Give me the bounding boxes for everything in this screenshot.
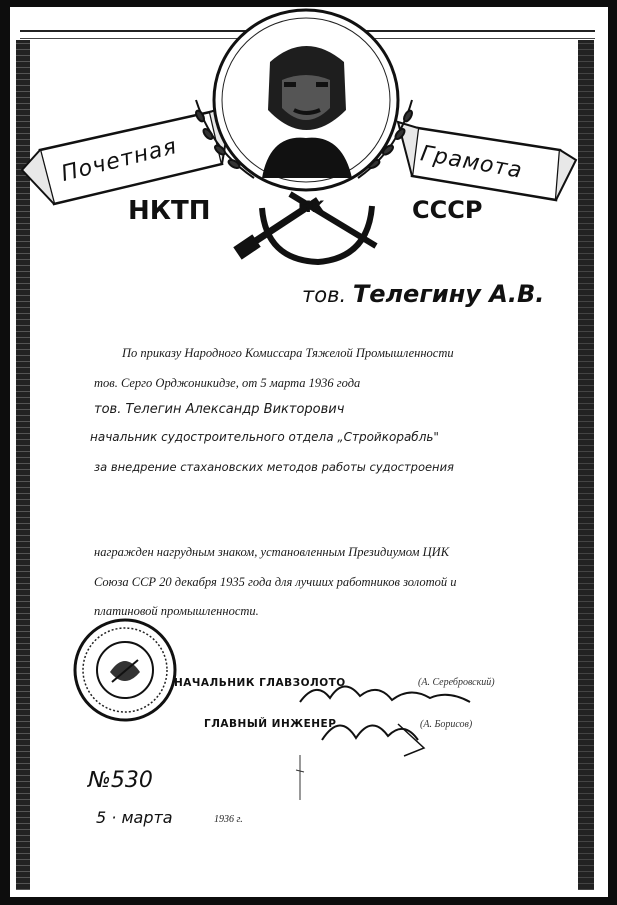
order-text-line2: тов. Серго Орджоникидзе, от 5 марта 1936 года: [94, 376, 361, 390]
certificate-number: №530: [88, 768, 153, 793]
ribbon-title-left: Почетная: [58, 134, 180, 187]
signatory-title-2: ГЛАВНЫЙ ИНЖЕНЕР: [204, 718, 337, 730]
ribbon-title-right: Грамота: [418, 141, 525, 184]
signatory-name-2: (А. Борисов): [420, 719, 473, 730]
signatory-name-1: (А. Серебровский): [418, 677, 495, 688]
award-text-line1: награжден нагрудным знаком, установленным Президиумом ЦИК: [94, 545, 450, 559]
award-text-line2: Союза ССР 20 декабря 1935 года для лучших работников золотой и: [94, 575, 457, 589]
org-abbreviation: НКТП: [128, 196, 211, 226]
recipient-prefix: тов.: [302, 283, 347, 307]
order-text-line1: По приказу Народного Комиссара Тяжелой Промышленности: [122, 346, 454, 360]
country-abbreviation: СССР: [412, 196, 483, 224]
award-text-line3: платиновой промышленности.: [94, 604, 259, 618]
issue-year: 1936 г.: [214, 814, 243, 825]
issue-date: 5 · марта: [96, 808, 173, 827]
signatory-title-1: НАЧАЛЬНИК ГЛАВЗОЛОТО: [174, 677, 346, 689]
awardee-full-name: тов. Телегин Александр Викторович: [94, 402, 345, 417]
svg-text:НК: НК: [298, 197, 325, 216]
award-reason: за внедрение стахановских методов работы судостроения: [94, 460, 454, 474]
recipient-name: Телегину А.В.: [352, 280, 545, 308]
awardee-position: начальник судостроительного отдела „Стройкорабль": [90, 430, 439, 444]
